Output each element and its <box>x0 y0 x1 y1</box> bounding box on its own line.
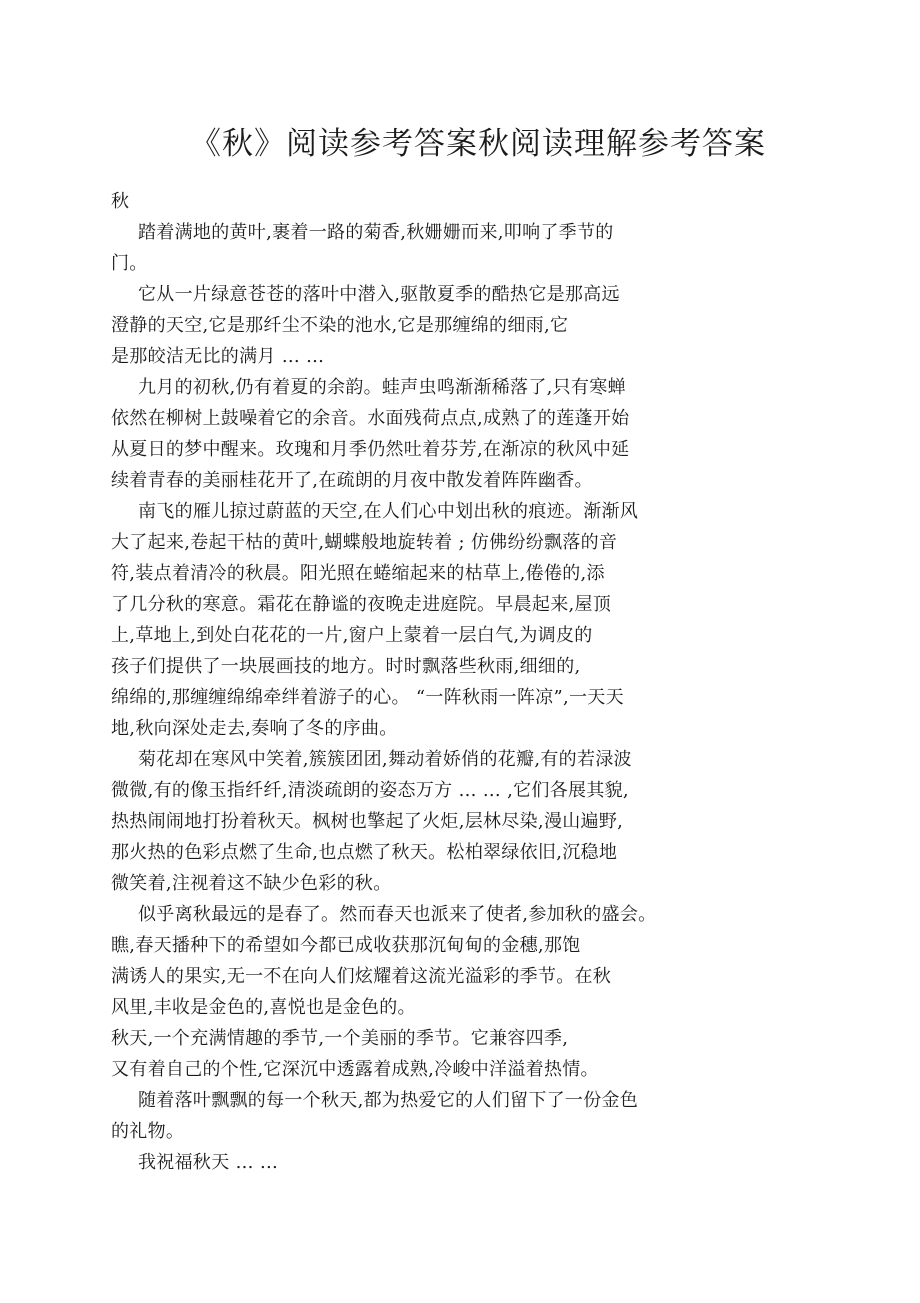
text-line: 踏着满地的黄叶,裹着一路的菊香,秋姗姗而来,叩响了季节的 <box>138 222 614 243</box>
text-line: 风里,丰收是金色的,喜悦也是金色的。 <box>111 997 416 1018</box>
text-line: 澄静的天空,它是那纤尘不染的池水,它是那缠绵的细雨,它 <box>111 315 569 336</box>
text-line: 它从一片绿意苍苍的落叶中潜入,驱散夏季的酷热它是那高远 <box>138 284 620 305</box>
text-line: 符,装点着清冷的秋晨。阳光照在蜷缩起来的枯草上,倦倦的,添 <box>111 563 605 584</box>
text-line: 孩子们提供了一块展画技的地方。时时飘落些秋雨,细细的, <box>111 656 581 677</box>
text-line: 从夏日的梦中醒来。玫瑰和月季仍然吐着芬芳,在渐凉的秋风中延 <box>111 439 630 460</box>
text-line: 南飞的雁儿掠过蔚蓝的天空,在人们心中划出秋的痕迹。渐渐风 <box>138 501 639 522</box>
text-line: 上,草地上,到处白花花的一片,窗户上蒙着一层白气,为调皮的 <box>111 625 593 646</box>
text-line: 微笑着,注视着这不缺少色彩的秋。 <box>111 873 392 894</box>
text-line: 似乎离秋最远的是春了。然而春天也派来了使者,参加秋的盛会。 <box>138 904 657 925</box>
text-line: 了几分秋的寒意。霜花在静谧的夜晚走进庭院。早晨起来,屋顶 <box>111 594 612 615</box>
text-line: 大了起来,卷起干枯的黄叶,蝴蝶般地旋转着 ; 仿佛纷纷飘落的音 <box>111 532 618 553</box>
document-body <box>111 186 711 1178</box>
text-line: 九月的初秋,仍有着夏的余韵。蛙声虫鸣渐渐稀落了,只有寒蝉 <box>138 377 626 398</box>
text-line: 又有着自己的个性,它深沉中透露着成熟,冷峻中洋溢着热情。 <box>111 1059 599 1080</box>
text-line: 随着落叶飘飘的每一个秋天,都为热爱它的人们留下了一份金色 <box>138 1090 639 1111</box>
text-line: 的礼物。 <box>111 1121 185 1142</box>
text-line: 热热闹闹地打扮着秋天。枫树也擎起了火炬,层林尽染,漫山遍野, <box>111 811 624 832</box>
text-line: 菊花却在寒风中笑着,簇簇团团,舞动着娇俏的花瓣,有的若渌波 <box>138 749 632 770</box>
text-line: 是那皎洁无比的满月 … … <box>111 346 325 367</box>
text-line: 我祝福秋天 … … <box>138 1152 279 1173</box>
text-line: 续着青春的美丽桂花开了,在疏朗的月夜中散发着阵阵幽香。 <box>111 470 593 491</box>
document-title: 《秋》阅读参考答案秋阅读理解参考答案 <box>190 126 766 162</box>
text-line: 依然在柳树上鼓噪着它的余音。水面残荷点点,成熟了的莲蓬开始 <box>111 408 630 429</box>
text-line: 绵绵的,那缠缠绵绵牵绊着游子的心。 “一阵秋雨一阵凉”,一天天 <box>111 687 624 708</box>
text-line: 秋天,一个充满情趣的季节,一个美丽的季节。它兼容四季, <box>111 1028 569 1049</box>
text-line: 微微,有的像玉指纤纤,清淡疏朗的姿态万方 … … ,它们各展其貌, <box>111 780 629 801</box>
text-line: 地,秋向深处走去,奏响了冬的序曲。 <box>111 718 398 739</box>
text-line: 秋 <box>111 191 130 212</box>
text-line: 门。 <box>111 253 148 274</box>
text-line: 满诱人的果实,无一不在向人们炫耀着这流光溢彩的季节。在秋 <box>111 966 612 987</box>
text-line: 那火热的色彩点燃了生命,也点燃了秋天。松柏翠绿依旧,沉稳地 <box>111 842 618 863</box>
text-line: 瞧,春天播种下的希望如今都已成收获那沉甸甸的金穗,那饱 <box>111 935 581 956</box>
